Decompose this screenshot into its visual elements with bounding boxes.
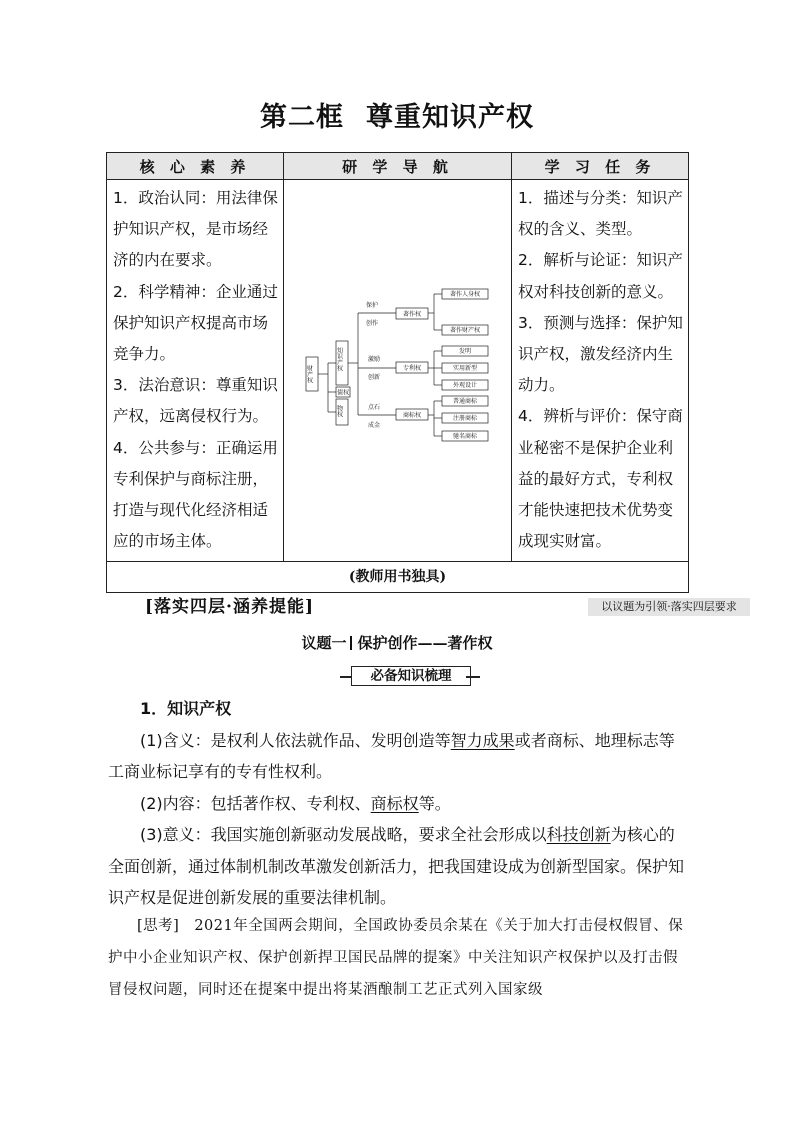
diagram-lead-1b: 创作 — [366, 320, 379, 327]
content-paragraph-contents: (2)内容：包括著作权、专利权、商标权等。 — [140, 793, 451, 813]
content-heading: 1．知识产权 — [140, 699, 232, 718]
section-banner: [落实四层·涵养提能] — [145, 597, 315, 617]
knowledge-tree-diagram — [304, 285, 494, 445]
diagram-property-label: 物权 — [335, 405, 343, 417]
knowledge-label-line-right — [466, 676, 480, 678]
diagram-leaf-label: 驰名商标 — [453, 433, 478, 440]
diagram-lead-3b: 成金 — [368, 422, 381, 429]
learning-task-item: 1．描述与分类：知识产权的含义、类型。 — [518, 189, 683, 239]
table-body-row — [107, 180, 689, 562]
diagram-node-copyright-label: 著作权 — [403, 311, 422, 318]
diagram-leaf-label: 外观设计 — [453, 382, 478, 389]
header-learning-tasks: 学 习 任 务 — [512, 153, 689, 180]
underline-term: 商标权 — [370, 793, 419, 813]
core-literacy-item: 2．科学精神：企业通过保护知识产权提高市场竞争力。 — [113, 282, 278, 364]
core-literacy-item: 4．公共参与：正确运用专利保护与商标注册，打造与现代化经济相适应的市场主体。 — [113, 438, 278, 551]
title-part1: 第二框 — [260, 102, 344, 133]
diagram-lead-2b: 创新 — [368, 374, 381, 381]
content-paragraph-meaning: (1)含义：是权利人依法就作品、发明创造等智力成果或者商标、地理标志等工商业标记享有的专有性权利。 — [108, 730, 675, 781]
diagram-debt-label: 债权 — [337, 389, 350, 397]
topic-label: 议题一 — [301, 634, 347, 652]
diagram-leaf-label: 著作人身权 — [450, 291, 481, 298]
diagram-leaf-label: 著作财产权 — [450, 327, 481, 334]
table-note-row — [107, 562, 689, 593]
learning-tasks-cell — [512, 180, 689, 562]
table-header-row — [107, 153, 689, 180]
knowledge-label-box: 必备知识梳理 — [351, 666, 471, 686]
think-paragraph: [思考] 2021年全国两会期间，全国政协委员余某在《关于加大打击侵权假冒、保护中小企业知识产权、保护创新捍卫国民品牌的提案》中关注知识产权保护以及打击假冒侵权问题，同时还在提案中提出将某酒酿制工艺正式列入国家级 — [108, 918, 684, 998]
diagram-lead-3a: 点石 — [368, 404, 381, 411]
core-literacy-cell — [107, 180, 284, 562]
page-title — [0, 95, 794, 134]
learning-task-item: 2．解析与论证：知识产权对科技创新的意义。 — [518, 251, 683, 301]
think-section — [108, 910, 690, 1006]
study-guide-cell — [284, 180, 512, 562]
header-core-literacy: 核 心 素 养 — [107, 153, 284, 180]
diagram-leaf-label: 注册商标 — [453, 415, 478, 422]
overview-table — [106, 152, 689, 593]
learning-task-item: 4．辨析与评价：保守商业秘密不是保护企业利益的最好方式，专利权才能快速把技术优势变成现实财富。 — [518, 407, 683, 551]
teacher-note: (教师用书独具) — [107, 562, 689, 593]
title-part2: 尊重知识产权 — [366, 102, 534, 133]
diagram-leaf-label: 发明 — [459, 348, 472, 355]
diagram-ip-label: 知识产权 — [335, 347, 343, 371]
diagram-node-trademark-label: 商标权 — [403, 412, 422, 419]
diagram-root-label: 财产权 — [305, 365, 313, 383]
diagram-leaf-label: 普通商标 — [453, 398, 478, 405]
core-literacy-item: 1．政治认同：用法律保护知识产权，是市场经济的内在要求。 — [113, 189, 278, 270]
diagram-lead-1a: 保护 — [366, 302, 379, 309]
topic-text: 保护创作——著作权 — [357, 634, 493, 652]
underline-term: 科技创新 — [546, 825, 611, 844]
underline-term: 智力成果 — [450, 730, 515, 750]
diagram-leaf-label: 实用新型 — [453, 365, 478, 372]
diagram-lead-2a: 激励 — [368, 356, 381, 363]
content-paragraph-significance: (3)意义：我国实施创新驱动发展战略，要求全社会形成以科技创新为核心的全面创新，通过体制机制改革激发创新活力，把我国建设成为创新型国家。保护知识产权是促进创新发展的重要法律机制。 — [108, 825, 685, 907]
core-literacy-item: 3．法治意识：尊重知识产权，远离侵权行为。 — [113, 376, 278, 426]
section-tag: 以议题为引领·落实四层要求 — [588, 598, 750, 616]
knowledge-content — [108, 693, 688, 914]
topic-divider — [350, 636, 352, 650]
diagram-node-patent-label: 专利权 — [403, 365, 422, 372]
knowledge-label — [340, 666, 480, 686]
topic-heading — [0, 632, 794, 653]
learning-task-item: 3．预测与选择：保护知识产权，激发经济内生动力。 — [518, 313, 683, 395]
header-study-guide: 研 学 导 航 — [284, 153, 512, 180]
